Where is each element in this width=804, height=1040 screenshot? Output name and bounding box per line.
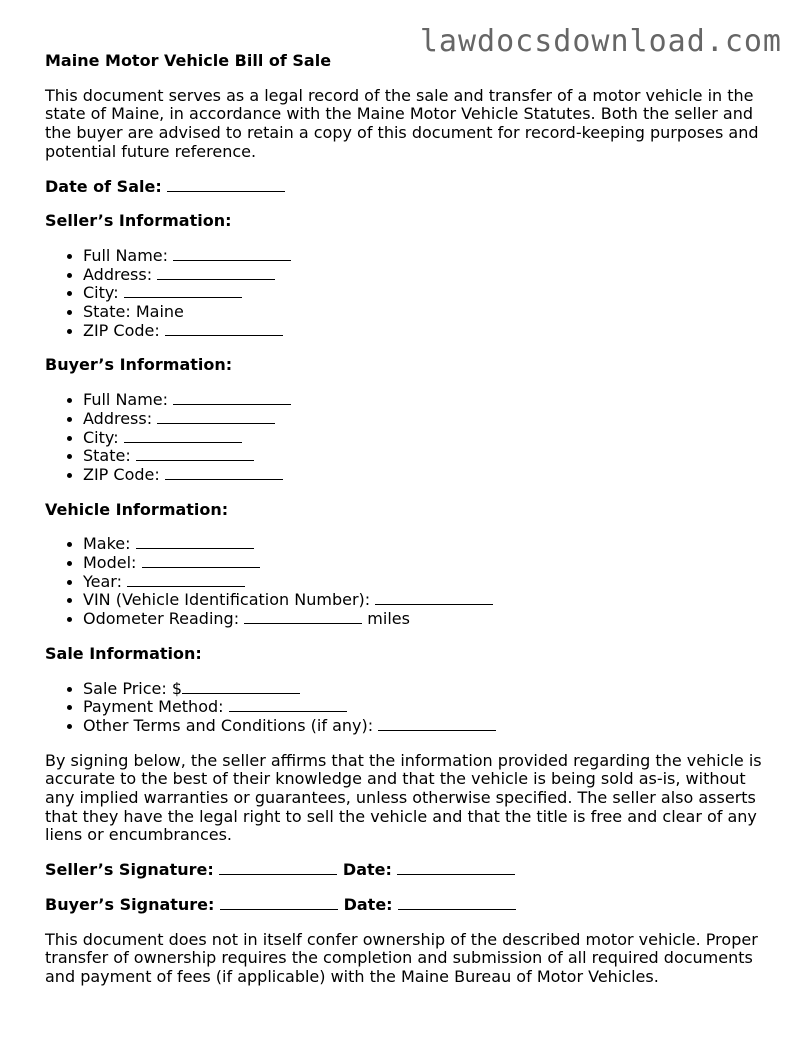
- intro-paragraph: This document serves as a legal record of the sale and transfer of a motor vehicle in the state of Maine, in accordance with the Maine Motor Vehicle Statutes. Both the seller and the buyer are advised to retain a copy of this document for record-keeping purposes and potential future reference.: [45, 85, 759, 161]
- vehicle-odometer-label: Odometer Reading:: [83, 609, 240, 629]
- affirmation-paragraph: By signing below, the seller affirms that the information provided regarding the vehicle is accurate to the best of their knowledge and that the vehicle is being sold as-is, without any implied warranties or guarantees, unless otherwise specified. The seller also asserts that they have the legal right to sell the vehicle and that the title is free and clear of any liens or encumbrances.: [45, 750, 762, 845]
- vehicle-make-blank[interactable]: [136, 535, 254, 549]
- list-item: [83, 591, 765, 610]
- list-item: [83, 266, 765, 285]
- sale-price-blank[interactable]: [182, 680, 300, 694]
- sale-heading: Sale Information:: [45, 643, 202, 663]
- date-of-sale-blank[interactable]: [167, 178, 285, 192]
- list-item: [83, 247, 765, 266]
- buyer-state-blank[interactable]: [136, 447, 254, 461]
- list-item: [83, 322, 765, 341]
- watermark: lawdocsdownload.com: [419, 24, 782, 59]
- vehicle-model-label: Model:: [83, 553, 137, 573]
- buyer-full-name-blank[interactable]: [173, 391, 291, 405]
- buyer-signature-blank[interactable]: [220, 896, 338, 910]
- vehicle-make-label: Make:: [83, 534, 131, 554]
- seller-city-label: City:: [83, 283, 119, 303]
- list-item: [83, 303, 765, 322]
- buyer-zip-label: ZIP Code:: [83, 464, 160, 484]
- vehicle-odometer-blank[interactable]: [244, 610, 362, 624]
- seller-address-blank[interactable]: [157, 266, 275, 280]
- vehicle-model-blank[interactable]: [142, 554, 260, 568]
- seller-full-name-blank[interactable]: [173, 247, 291, 261]
- document-title: Maine Motor Vehicle Bill of Sale: [45, 51, 332, 70]
- buyer-full-name-label: Full Name:: [83, 390, 169, 410]
- list-item: [83, 391, 765, 410]
- list-item: [83, 680, 765, 699]
- sale-list: [45, 680, 765, 736]
- seller-state-label: State: Maine: [83, 302, 184, 322]
- seller-date-blank[interactable]: [397, 861, 515, 875]
- seller-zip-label: ZIP Code:: [83, 320, 160, 340]
- vehicle-list: [45, 535, 765, 629]
- seller-address-label: Address:: [83, 264, 153, 284]
- seller-city-blank[interactable]: [124, 284, 242, 298]
- buyer-signature-line: [45, 896, 765, 915]
- buyer-state-label: State:: [83, 446, 131, 466]
- list-item: [83, 429, 765, 448]
- seller-heading: Seller’s Information:: [45, 211, 232, 231]
- vehicle-heading: Vehicle Information:: [45, 499, 229, 519]
- seller-signature-line: [45, 861, 765, 880]
- other-terms-label: Other Terms and Conditions (if any):: [83, 715, 374, 735]
- sale-price-label: Sale Price: $: [83, 678, 183, 698]
- list-item: [83, 610, 765, 629]
- buyer-city-blank[interactable]: [124, 429, 242, 443]
- date-of-sale-label: Date of Sale:: [45, 176, 162, 196]
- seller-list: [45, 247, 765, 341]
- vehicle-year-blank[interactable]: [127, 573, 245, 587]
- seller-date-label: Date:: [342, 860, 392, 880]
- seller-signature-blank[interactable]: [219, 861, 337, 875]
- vehicle-year-label: Year:: [83, 571, 122, 591]
- buyer-list: [45, 391, 765, 485]
- list-item: [83, 535, 765, 554]
- date-of-sale-line: [45, 178, 765, 197]
- buyer-date-blank[interactable]: [398, 896, 516, 910]
- list-item: [83, 698, 765, 717]
- buyer-address-blank[interactable]: [157, 410, 275, 424]
- buyer-signature-label: Buyer’s Signature:: [45, 894, 215, 914]
- list-item: [83, 447, 765, 466]
- list-item: [83, 554, 765, 573]
- closing-paragraph: This document does not in itself confer ownership of the described motor vehicle. Proper transfer of ownership requires the completion and submission of all required documents and payment of fees (if applicable) with the Maine Bureau of Motor Vehicles.: [45, 929, 758, 986]
- payment-method-label: Payment Method:: [83, 697, 224, 717]
- seller-zip-blank[interactable]: [165, 322, 283, 336]
- odometer-unit: miles: [367, 609, 410, 629]
- vehicle-vin-label: VIN (Vehicle Identification Number):: [83, 590, 371, 610]
- list-item: [83, 466, 765, 485]
- seller-full-name-label: Full Name:: [83, 245, 169, 265]
- document-body: [45, 52, 765, 987]
- buyer-zip-blank[interactable]: [165, 466, 283, 480]
- list-item: [83, 410, 765, 429]
- list-item: [83, 284, 765, 303]
- buyer-address-label: Address:: [83, 408, 153, 428]
- vehicle-vin-blank[interactable]: [375, 591, 493, 605]
- other-terms-blank[interactable]: [378, 717, 496, 731]
- buyer-date-label: Date:: [343, 894, 393, 914]
- seller-signature-label: Seller’s Signature:: [45, 860, 214, 880]
- buyer-city-label: City:: [83, 427, 119, 447]
- payment-method-blank[interactable]: [229, 698, 347, 712]
- list-item: [83, 717, 765, 736]
- list-item: [83, 573, 765, 592]
- buyer-heading: Buyer’s Information:: [45, 355, 233, 375]
